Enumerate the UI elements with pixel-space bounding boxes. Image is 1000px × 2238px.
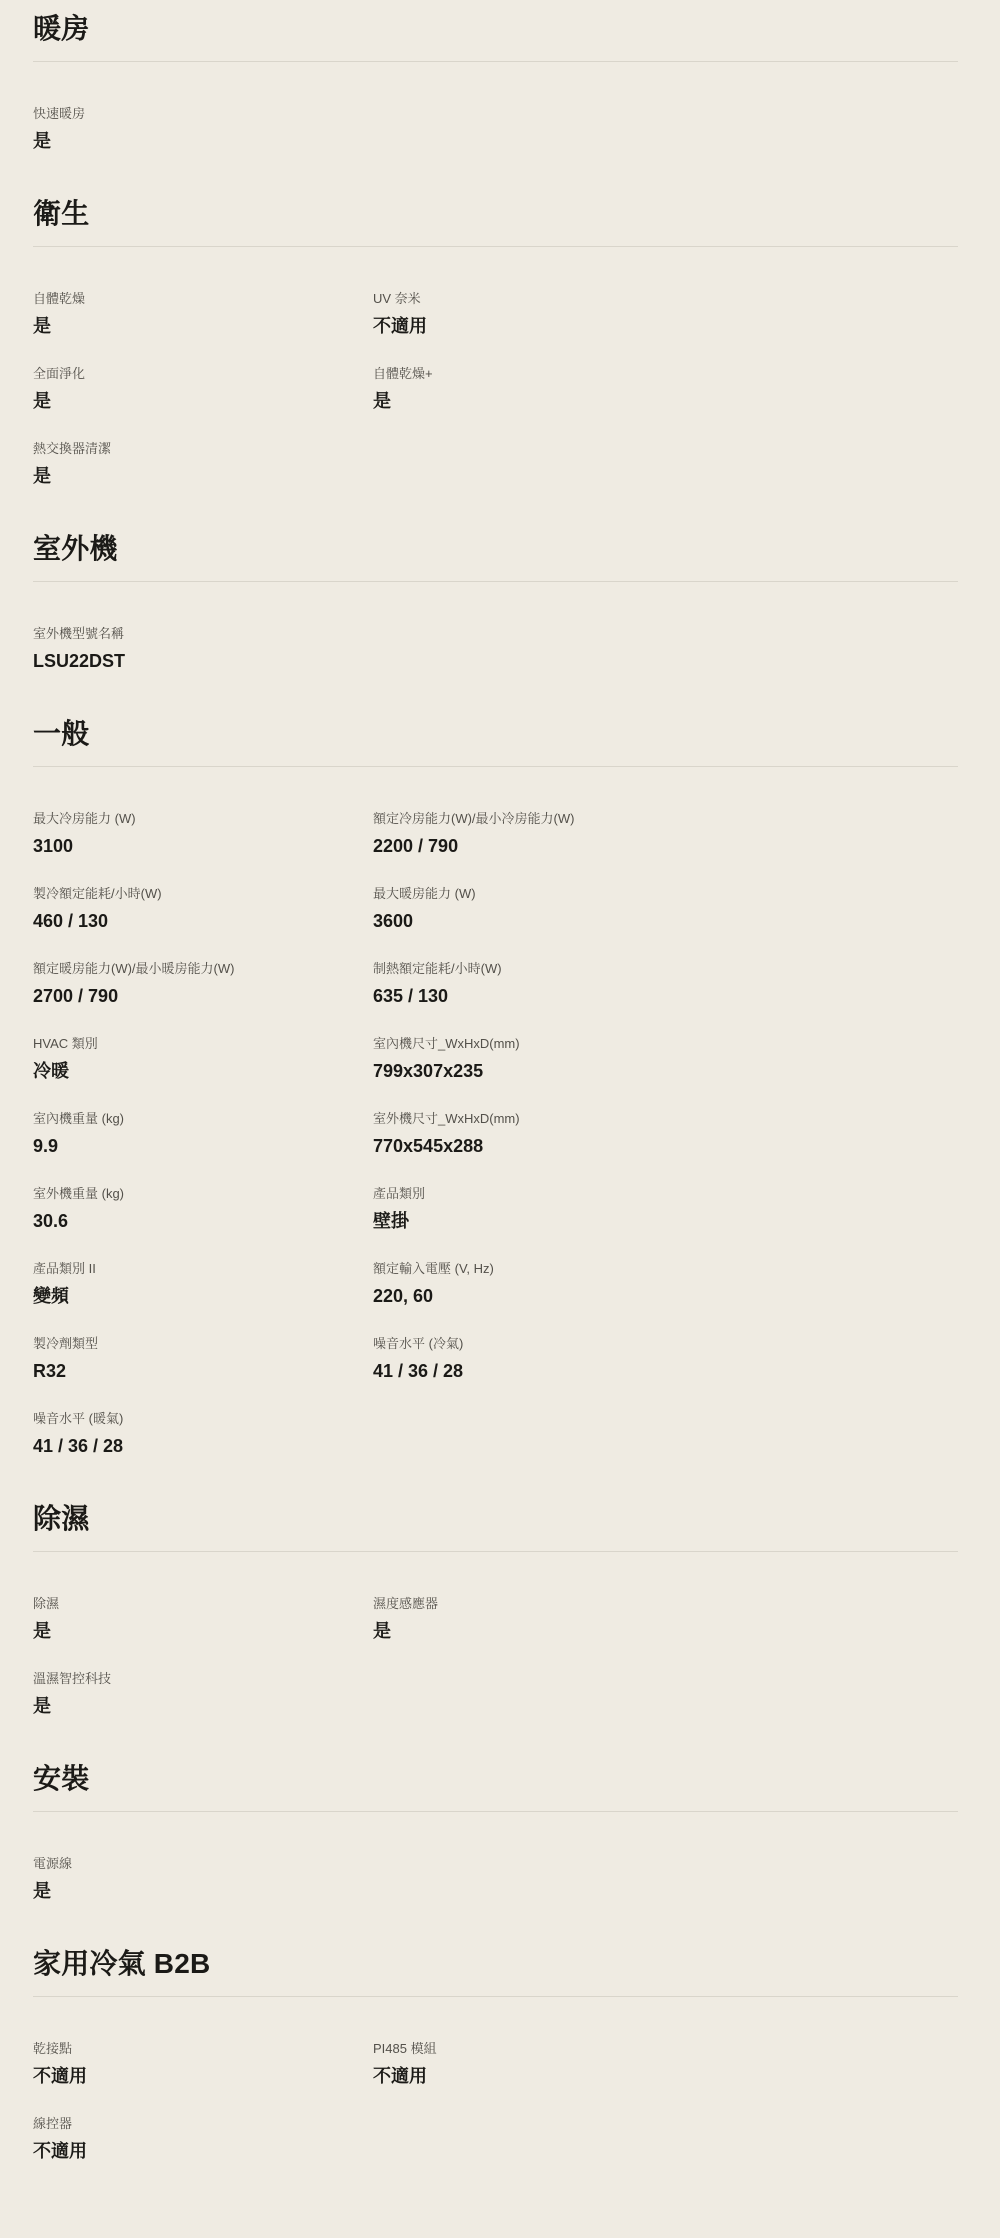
spec-value: 是 — [33, 391, 51, 411]
spec-value: 2200 / 790 — [373, 836, 459, 856]
spec-item — [33, 1035, 373, 1083]
section-b2b — [33, 1943, 958, 2163]
spec-value: 不適用 — [33, 2141, 87, 2161]
section-outdoor-unit — [33, 528, 958, 673]
spec-grid — [33, 2040, 958, 2163]
spec-grid — [33, 625, 958, 673]
spec-item — [373, 1185, 958, 1233]
spec-label: 室內機尺寸_WxHxD(mm) — [373, 1036, 520, 1051]
spec-value: 不適用 — [373, 2066, 427, 2086]
spec-label: 全面淨化 — [33, 366, 86, 381]
spec-label: HVAC 類別 — [33, 1036, 98, 1051]
spec-label: 製冷額定能耗/小時(W) — [33, 886, 162, 901]
spec-item — [33, 1855, 373, 1903]
spec-label: 噪音水平 (暖氣) — [33, 1411, 124, 1426]
section-divider — [33, 1996, 958, 1997]
spec-item — [33, 2115, 373, 2163]
spec-value: 是 — [33, 316, 51, 336]
spec-value: 460 / 130 — [33, 911, 109, 931]
spec-value: 799x307x235 — [373, 1061, 484, 1081]
spec-item — [373, 1110, 958, 1158]
spec-label: 溫濕智控科技 — [33, 1671, 112, 1686]
spec-item — [33, 810, 373, 858]
spec-grid — [33, 1855, 958, 1903]
section-title: 安裝 — [33, 1763, 90, 1794]
spec-label: 室外機型號名稱 — [33, 626, 125, 641]
spec-value: 770x545x288 — [373, 1136, 484, 1156]
spec-item — [33, 1110, 373, 1158]
spec-label: 熱交換器清潔 — [33, 441, 112, 456]
section-divider — [33, 1811, 958, 1812]
spec-label: 製冷劑類型 — [33, 1336, 99, 1351]
section-installation — [33, 1758, 958, 1903]
spec-label: 噪音水平 (冷氣) — [373, 1336, 464, 1351]
spec-label: 乾接點 — [33, 2041, 73, 2056]
spec-value: 30.6 — [33, 1211, 69, 1231]
section-divider — [33, 1551, 958, 1552]
spec-label: 線控器 — [33, 2116, 73, 2131]
spec-item — [33, 365, 373, 413]
spec-item — [373, 2040, 958, 2088]
spec-value: LSU22DST — [33, 651, 126, 671]
spec-item — [33, 290, 373, 338]
spec-value: 是 — [373, 391, 391, 411]
spec-item — [33, 1595, 373, 1643]
section-heating — [33, 8, 958, 153]
spec-grid — [33, 105, 958, 153]
spec-value: 是 — [33, 1621, 51, 1641]
spec-label: 產品類別 — [373, 1186, 426, 1201]
spec-item — [33, 625, 373, 673]
spec-value: R32 — [33, 1361, 67, 1381]
spec-label: 額定暖房能力(W)/最小暖房能力(W) — [33, 961, 235, 976]
section-title: 衛生 — [33, 198, 90, 229]
spec-label: UV 奈米 — [373, 291, 421, 306]
spec-label: 制熱額定能耗/小時(W) — [373, 961, 502, 976]
spec-item — [33, 105, 373, 153]
section-divider — [33, 246, 958, 247]
spec-value: 220, 60 — [373, 1286, 434, 1306]
spec-value: 是 — [33, 1881, 51, 1901]
spec-label: 除濕 — [33, 1596, 60, 1611]
spec-item — [373, 810, 958, 858]
section-title: 一般 — [33, 718, 90, 749]
spec-value: 壁掛 — [373, 1211, 409, 1231]
section-divider — [33, 61, 958, 62]
spec-label: 最大冷房能力 (W) — [33, 811, 136, 826]
spec-value: 9.9 — [33, 1136, 59, 1156]
section-divider — [33, 766, 958, 767]
spec-label: 最大暖房能力 (W) — [373, 886, 476, 901]
spec-label: 產品類別 II — [33, 1261, 96, 1276]
spec-label: 自體乾燥+ — [373, 366, 433, 381]
section-title: 除濕 — [33, 1503, 90, 1534]
spec-label: 額定冷房能力(W)/最小冷房能力(W) — [373, 811, 575, 826]
spec-label: 快速暖房 — [33, 106, 86, 121]
spec-item — [373, 885, 958, 933]
spec-item — [33, 1670, 373, 1718]
section-title: 暖房 — [33, 13, 90, 44]
spec-label: 室外機尺寸_WxHxD(mm) — [373, 1111, 520, 1126]
spec-item — [373, 1335, 958, 1383]
spec-label: 額定輸入電壓 (V, Hz) — [373, 1261, 494, 1276]
spec-value: 41 / 36 / 28 — [373, 1361, 464, 1381]
spec-label: 電源線 — [33, 1856, 73, 1871]
spec-item — [373, 290, 958, 338]
spec-item — [33, 1260, 373, 1308]
spec-value: 是 — [33, 131, 51, 151]
spec-value: 3100 — [33, 836, 74, 856]
spec-item — [33, 2040, 373, 2088]
spec-value: 是 — [33, 1696, 51, 1716]
spec-value: 變頻 — [33, 1286, 69, 1306]
spec-value: 635 / 130 — [373, 986, 449, 1006]
section-title: 家用冷氣 B2B — [33, 1948, 211, 1979]
section-divider — [33, 581, 958, 582]
spec-value: 是 — [33, 466, 51, 486]
spec-value: 41 / 36 / 28 — [33, 1436, 124, 1456]
section-hygiene — [33, 193, 958, 488]
spec-item — [33, 885, 373, 933]
section-general — [33, 713, 958, 1458]
spec-value: 不適用 — [33, 2066, 87, 2086]
spec-item — [373, 1035, 958, 1083]
spec-item — [33, 440, 373, 488]
spec-value: 不適用 — [373, 316, 427, 336]
spec-grid — [33, 290, 958, 488]
spec-value: 冷暖 — [33, 1061, 69, 1081]
spec-item — [33, 1335, 373, 1383]
spec-grid — [33, 1595, 958, 1718]
spec-item — [373, 960, 958, 1008]
spec-item — [33, 1410, 373, 1458]
spec-value: 2700 / 790 — [33, 986, 119, 1006]
spec-label: 室外機重量 (kg) — [33, 1186, 125, 1201]
spec-item — [33, 1185, 373, 1233]
spec-label: 室內機重量 (kg) — [33, 1111, 125, 1126]
spec-item — [33, 960, 373, 1008]
spec-label: 濕度感應器 — [373, 1596, 439, 1611]
section-dehumidify — [33, 1498, 958, 1718]
section-title: 室外機 — [33, 533, 118, 564]
spec-item — [373, 1595, 958, 1643]
spec-item — [373, 365, 958, 413]
spec-label: 自體乾燥 — [33, 291, 86, 306]
spec-grid — [33, 810, 958, 1458]
spec-item — [373, 1260, 958, 1308]
spec-value: 是 — [373, 1621, 391, 1641]
spec-value: 3600 — [373, 911, 414, 931]
spec-label: PI485 模組 — [373, 2041, 437, 2056]
